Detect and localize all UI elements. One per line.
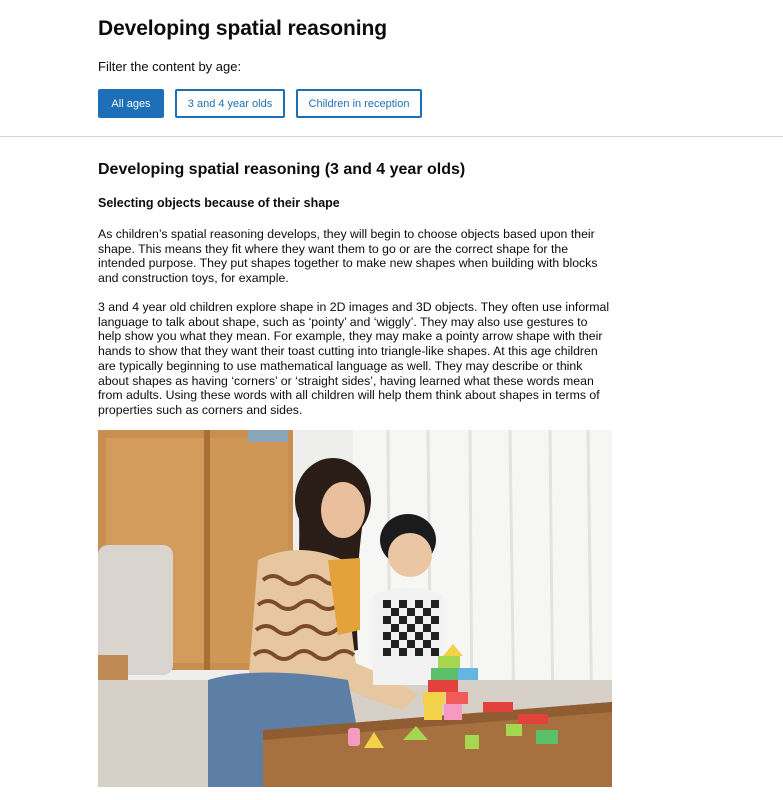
section-title: Developing spatial reasoning (3 and 4 year olds) — [98, 161, 466, 178]
paragraph-1: As children’s spatial reasoning develops, they will begin to choose objects based upon their shape. This means they fit where they want them to go or are the correct shape for the intended purpose. They put shapes together to make new shapes when building with blocks and construction toys, for example. — [98, 227, 598, 286]
page-title: Developing spatial reasoning — [98, 17, 387, 40]
filter-label: Filter the content by age: — [98, 59, 242, 74]
paragraph-2: 3 and 4 year old children explore shape in 2D images and 3D objects. They often use informal language to talk about shape, such as ‘pointy’ and ‘wiggly’. They may also use gestures to help show you what they mean. For example, they may make a pointy arrow shape with their hands to show that they want their toast cutting into triangle-like shapes. At this age children are typically beginning to use mathematical language as well. They may describe or think about shapes as having ‘corners’ or ‘straight sides’, having learned what these words mean from adults. Using these words with all children will help them think about shapes in terms of properties such as corners and sides. — [98, 300, 610, 417]
filter-all-ages-button[interactable]: All ages — [98, 89, 164, 118]
photo-woman-and-child-with-blocks — [98, 430, 612, 787]
page-header — [0, 0, 783, 137]
filter-3-and-4-year-olds-button[interactable]: 3 and 4 year olds — [175, 89, 285, 118]
filter-children-in-reception-button[interactable]: Children in reception — [296, 89, 422, 118]
subheading: Selecting objects because of their shape — [98, 196, 340, 210]
